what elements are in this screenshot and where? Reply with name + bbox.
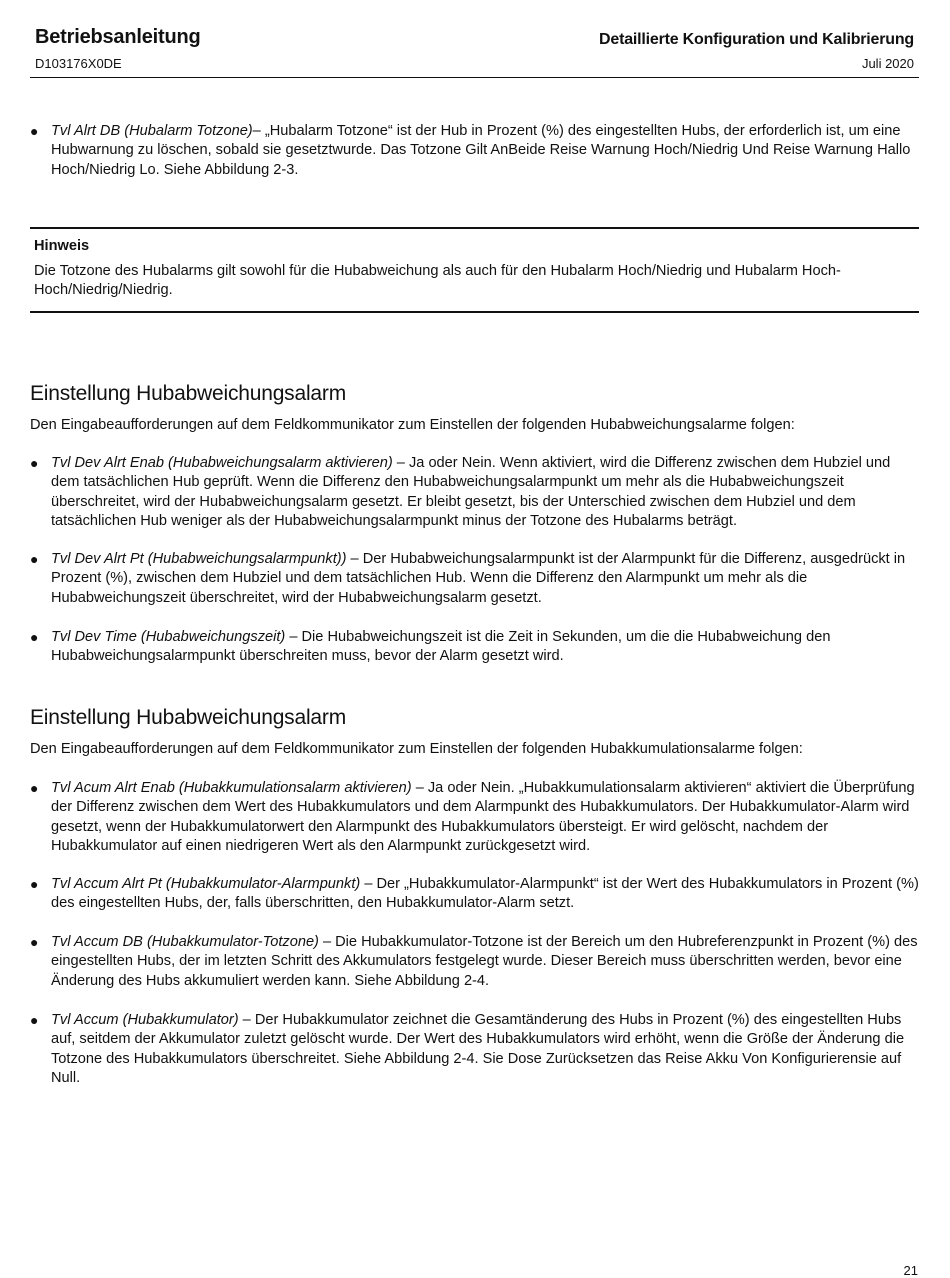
bullet-travel-dev-time [30,628,920,667]
bullet-description: – Die Hubabweichungszeit ist die Zeit in Sekunden, um die die Hubabweichung den Hubabweichungsalarmpunkt überschreiten muss, bevor der Alarm gesetzt wird. [51,629,831,665]
bullet-description: – Der Hubabweichungsalarmpunkt ist der Alarmpunkt für die Differenz, ausgedrückt in Prozent (%), zwischen dem Hubziel und dem tatsächlichen Hub. Wenn die Differenz den Alarmpunkt um mehr als die Hubabweichungszeit überschreitet, wird der Hubabweichungsalarm gesetzt. [51,551,906,606]
bullet-dot-icon: ● [30,123,39,139]
note-text: Die Totzone des Hubalarms gilt sowohl für die Hubabweichung als auch für den Hubalarm Hoch/Niedrig und Hubalarm Hoch-Hoch/Niedrig/Niedrig. [34,263,841,299]
section-intro-deviation-alarm: Den Eingabeaufforderungen auf dem Feldkommunikator zum Einstellen der folgenden Hubabweichungsalarme folgen: [30,417,795,433]
bullet-description: – Die Hubakkumulator-Totzone ist der Bereich um den Hubreferenzpunkt in Prozent (%) des eingestellten Hubs, der im letzten Schritt des Akkumulators festgelegt wurde. Dieser Bereich muss überschritten werden, bevor eine Änderung des Hubs akkumuliert werden kann. Siehe Abbildung 2-4. [51,934,918,989]
bullet-text [51,779,920,857]
bullet-text [51,933,920,991]
bullet-travel-dev-alert-point [30,550,920,608]
note-title: Hinweis [34,238,90,254]
header-divider [30,77,919,78]
bullet-travel-alert-deadband [30,122,920,180]
bullet-description: – Ja oder Nein. „Hubakkumulationsalarm aktivieren“ aktiviert die Überprüfung der Differenz zwischen dem Wert des Hubakkumulators und dem Alarmpunkt des Hubakkumulators. Der Hubakkumulator-Alarm wird gesetzt, wenn der Hubakkumulatorwert den Alarmpunkt des Hubakkumulators übersteigt. Er wird gelöscht, nachdem der Hubakkumulator auf einen niedrigeren Wert als den Alarmpunkt zurückgesetzt wird. [51,780,915,855]
bullet-description: – Ja oder Nein. Wenn aktiviert, wird die Differenz zwischen dem Hubziel und dem tatsächlichen Hub geprüft. Wenn die Differenz den Hubabweichungsalarmpunkt um mehr als die Hubabweichungszeit überschreitet, wird der Hubabweichungsalarm gesetzt. Er bleibt gesetzt, bis der Unterschied zwischen dem Hubziel und dem tatsächlichen Hub weniger als der Hubabweichungsalarmpunkt minus der Totzone des Hubalarms beträgt. [51,455,891,530]
bullet-travel-dev-alert-enable [30,454,920,532]
bullet-text [51,454,920,532]
bullet-travel-accumulator [30,1011,920,1089]
bullet-dot-icon: ● [30,1012,39,1028]
bullet-dot-icon: ● [30,876,39,892]
bullet-term: Tvl Dev Alrt Enab (Hubabweichungsalarm aktivieren) [51,455,393,471]
bullet-text [51,875,920,914]
bullet-term: Tvl Dev Alrt Pt (Hubabweichungsalarmpunkt)) [51,551,347,567]
bullet-text [51,122,920,180]
bullet-term: Tvl Accum (Hubakkumulator) [51,1012,239,1028]
bullet-description: – Der Hubakkumulator zeichnet die Gesamtänderung des Hubs in Prozent (%) des eingestellten Hubs auf, seitdem der Akkumulator zuletzt gelöscht wurde. Der Wert des Hubakkumulators wird erhöht, wenn die Größe der Änderung die Totzone des Hubakkumulators überschreitet. Siehe Abbildung 2-4. Sie Dose Zurücksetzen das Reise Akku Von Konfigurierensie auf Null. [51,1012,905,1087]
bullet-text [51,1011,920,1089]
bullet-travel-accum-alert-point [30,875,920,914]
section-intro-accumulation-alarm: Den Eingabeaufforderungen auf dem Feldkommunikator zum Einstellen der folgenden Hubakkumulationsalarme folgen: [30,741,803,757]
chapter-title: Detaillierte Konfiguration und Kalibrierung [599,31,914,48]
bullet-description: – „Hubalarm Totzone“ ist der Hub in Prozent (%) des eingestellten Hubs, der erforderlich ist, um eine Hubwarnung zu löschen, sobald sie gesetztwurde. Das Totzone Gilt AnBeide Reise Warnung Hoch/Niedrig Und Reise Warnung Hallo Hoch/Niedrig Lo. Siehe Abbildung 2-3. [51,123,911,178]
bullet-description: – Der „Hubakkumulator-Alarmpunkt“ ist der Wert des Hubakkumulators in Prozent (%) des eingestellten Hubs, der, falls überschritten, den Hubakkumulator-Alarm setzt. [51,876,919,912]
bullet-dot-icon: ● [30,780,39,796]
bullet-dot-icon: ● [30,551,39,567]
document-number: D103176X0DE [35,56,122,71]
bullet-text [51,550,920,608]
document-title: Betriebsanleitung [35,26,201,48]
bullet-travel-accum-alert-enable [30,779,920,857]
bullet-dot-icon: ● [30,934,39,950]
page-number: 21 [903,1263,918,1278]
publication-date: Juli 2020 [861,56,914,71]
section-heading-accumulation-alarm: Einstellung Hubabweichungsalarm [30,706,346,729]
bullet-text [51,628,920,667]
bullet-term: Tvl Alrt DB (Hubalarm Totzone) [51,123,253,139]
note-box [30,227,919,313]
bullet-term: Tvl Accum DB (Hubakkumulator-Totzone) [51,934,319,950]
bullet-term: Tvl Dev Time (Hubabweichungszeit) [51,629,286,645]
bullet-dot-icon: ● [30,455,39,471]
section-heading-deviation-alarm: Einstellung Hubabweichungsalarm [30,382,346,405]
bullet-term: Tvl Acum Alrt Enab (Hubakkumulationsalarm aktivieren) [51,780,412,796]
bullet-dot-icon: ● [30,629,39,645]
bullet-travel-accum-deadband [30,933,920,991]
bullet-term: Tvl Accum Alrt Pt (Hubakkumulator-Alarmpunkt) [51,876,361,892]
